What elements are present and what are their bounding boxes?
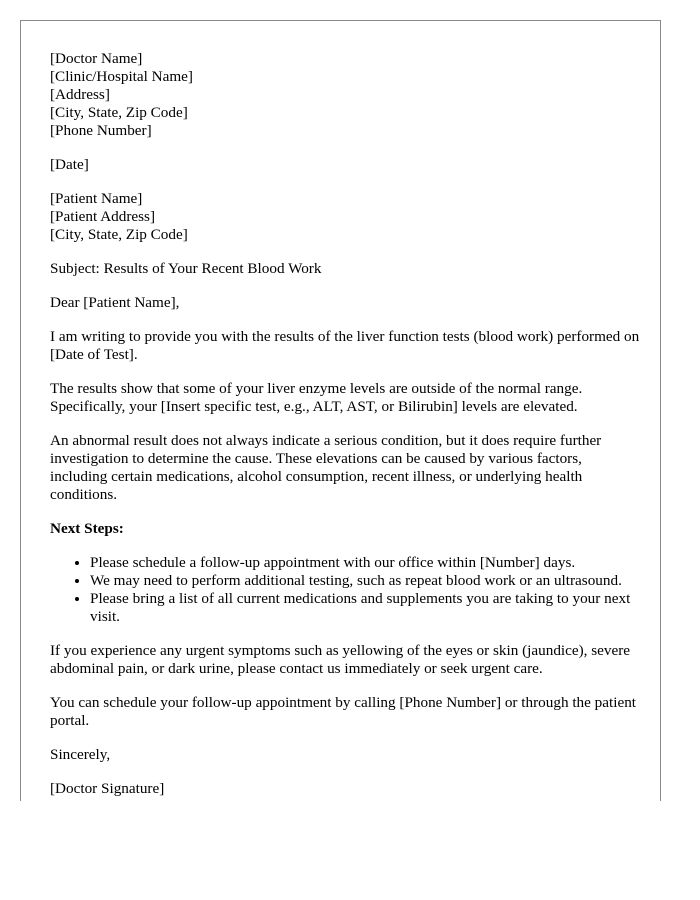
closing-paragraph: You can schedule your follow-up appointment by calling [Phone Number] or through the patient portal. [50, 694, 637, 729]
letter-greeting: Dear [Patient Name], [50, 294, 180, 311]
letter-date: [Date] [50, 156, 89, 173]
letter-page [20, 20, 661, 801]
sender-address: [Address] [50, 86, 110, 103]
doctor-name: [Doctor Name] [50, 50, 143, 67]
closing-paragraph: If you experience any urgent symptoms such as yellowing of the eyes or skin (jaundice), severe abdominal pain, or dark urine, please contact us immediately or seek urgent care. [50, 642, 631, 677]
letter-subject: Subject: Results of Your Recent Blood Work [50, 260, 322, 277]
recipient-block [50, 190, 640, 244]
clinic-name: [Clinic/Hospital Name] [50, 68, 193, 85]
body-paragraph: An abnormal result does not always indicate a serious condition, but it does require further investigation to determine the cause. These elevations can be caused by various factors, including certain medications, alcohol consumption, recent illness, or underlying health conditions. [50, 432, 602, 503]
next-steps-list [50, 554, 640, 626]
list-item: • We may need to perform additional testing, such as repeat blood work or an ultrasound. [90, 572, 640, 590]
patient-address: [Patient Address] [50, 208, 156, 225]
recipient-city-state-zip: [City, State, Zip Code] [50, 226, 188, 243]
next-steps-heading: Next Steps: [50, 520, 124, 537]
list-item: • Please schedule a follow-up appointment with our office within [Number] days. [90, 554, 640, 572]
body-paragraph: The results show that some of your liver enzyme levels are outside of the normal range. Specifically, your [Insert specific test, e.g., ALT, AST, or Bilirubin] levels are elevated. [50, 380, 583, 415]
sender-block [50, 50, 640, 140]
sender-city-state-zip: [City, State, Zip Code] [50, 104, 188, 121]
list-item: • Please bring a list of all current medications and supplements you are taking to your next visit. [90, 590, 640, 626]
signoff: Sincerely, [50, 746, 111, 763]
patient-name: [Patient Name] [50, 190, 143, 207]
body-paragraph: I am writing to provide you with the results of the liver function tests (blood work) performed on [Date of Test]. [50, 328, 640, 363]
signature: [Doctor Signature] [50, 780, 165, 797]
letter-content [50, 50, 640, 801]
sender-phone: [Phone Number] [50, 122, 152, 139]
